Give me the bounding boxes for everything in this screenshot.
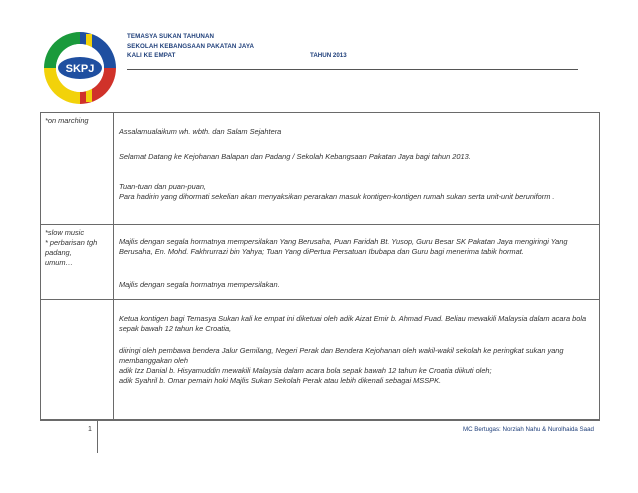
school-logo: [40, 28, 120, 106]
header-edition: KALI KE EMPAT: [127, 52, 176, 59]
row2-invitation: Majlis dengan segala hormatnya mempersilakan Yang Berusaha, Puan Faridah Bt. Yusop, Guru Besar SK Pakatan Jaya mengiringi Yang Berusaha, En. Mohd. Fakhrurrazi bin Yahya; Tuan Yang diPertua Persatuan Ibubapa dan Guru bagi menerima tabik hormat.: [119, 237, 568, 256]
header-divider: [127, 69, 578, 70]
header-school-name: SEKOLAH KEBANGSAAN PAKATAN JAYA: [127, 43, 255, 50]
row-divider: [41, 299, 599, 300]
page-number: 1: [88, 426, 92, 433]
row-divider: [41, 224, 599, 225]
header-event-title: TEMASYA SUKAN TAHUNAN: [127, 33, 215, 40]
row1-cue: *on marching: [45, 116, 89, 125]
header-year: TAHUN 2013: [310, 52, 347, 59]
mc-script-table: [40, 112, 600, 420]
footer-credit: MC Bertugas: Norziah Nahu & Nurolhaida Saad: [462, 426, 594, 433]
footer-tick: [97, 420, 98, 453]
row1-announcement: Tuan-tuan dan puan-puan, Para hadirin yang dihormati sekelian akan menyaksikan perarakan masuk kontigen-kontigen rumah sukan serta unit-unit beruniform .: [119, 182, 555, 201]
logo-text: SKPJ: [65, 63, 95, 75]
row2-closing: Majlis dengan segala hormatnya mempersilakan.: [119, 280, 280, 289]
row1-greeting: Assalamualaikum wh. wbth. dan Salam Sejahtera: [119, 127, 282, 136]
footer-divider: [40, 420, 600, 421]
row2-cue: *slow music * perbarisan tgh padang, umum…: [45, 228, 98, 267]
row1-welcome: Selamat Datang ke Kejohanan Balapan dan Padang / Sekolah Kebangsaan Pakatan Jaya bagi tahun 2013.: [119, 152, 471, 161]
row3-flag-bearers: diiringi oleh pembawa bendera Jalur Gemilang, Negeri Perak dan Bendera Kejohanan oleh wakil-wakil sekolah ke peringkat sukan yang membanggakan oleh adik Izz Danial b. Hisyamuddin mewakili Malaysia dalam acara bola sepak bawah 12 tahun ke Croatia diikuti oleh; adik Syahril b. Omar pemain hoki Majlis Sukan Sekolah Perak atau lebih dikenali sebagai MSSPK.: [119, 346, 564, 385]
row3-contingent-leader: Ketua kontigen bagi Temasya Sukan kali ke empat ini diketuai oleh adik Aizat Emir b. Ahmad Fuad. Beliau mewakili Malaysia dalam acara bola sepak bawah 12 tahun ke Croatia,: [119, 314, 587, 333]
column-divider: [113, 113, 114, 419]
